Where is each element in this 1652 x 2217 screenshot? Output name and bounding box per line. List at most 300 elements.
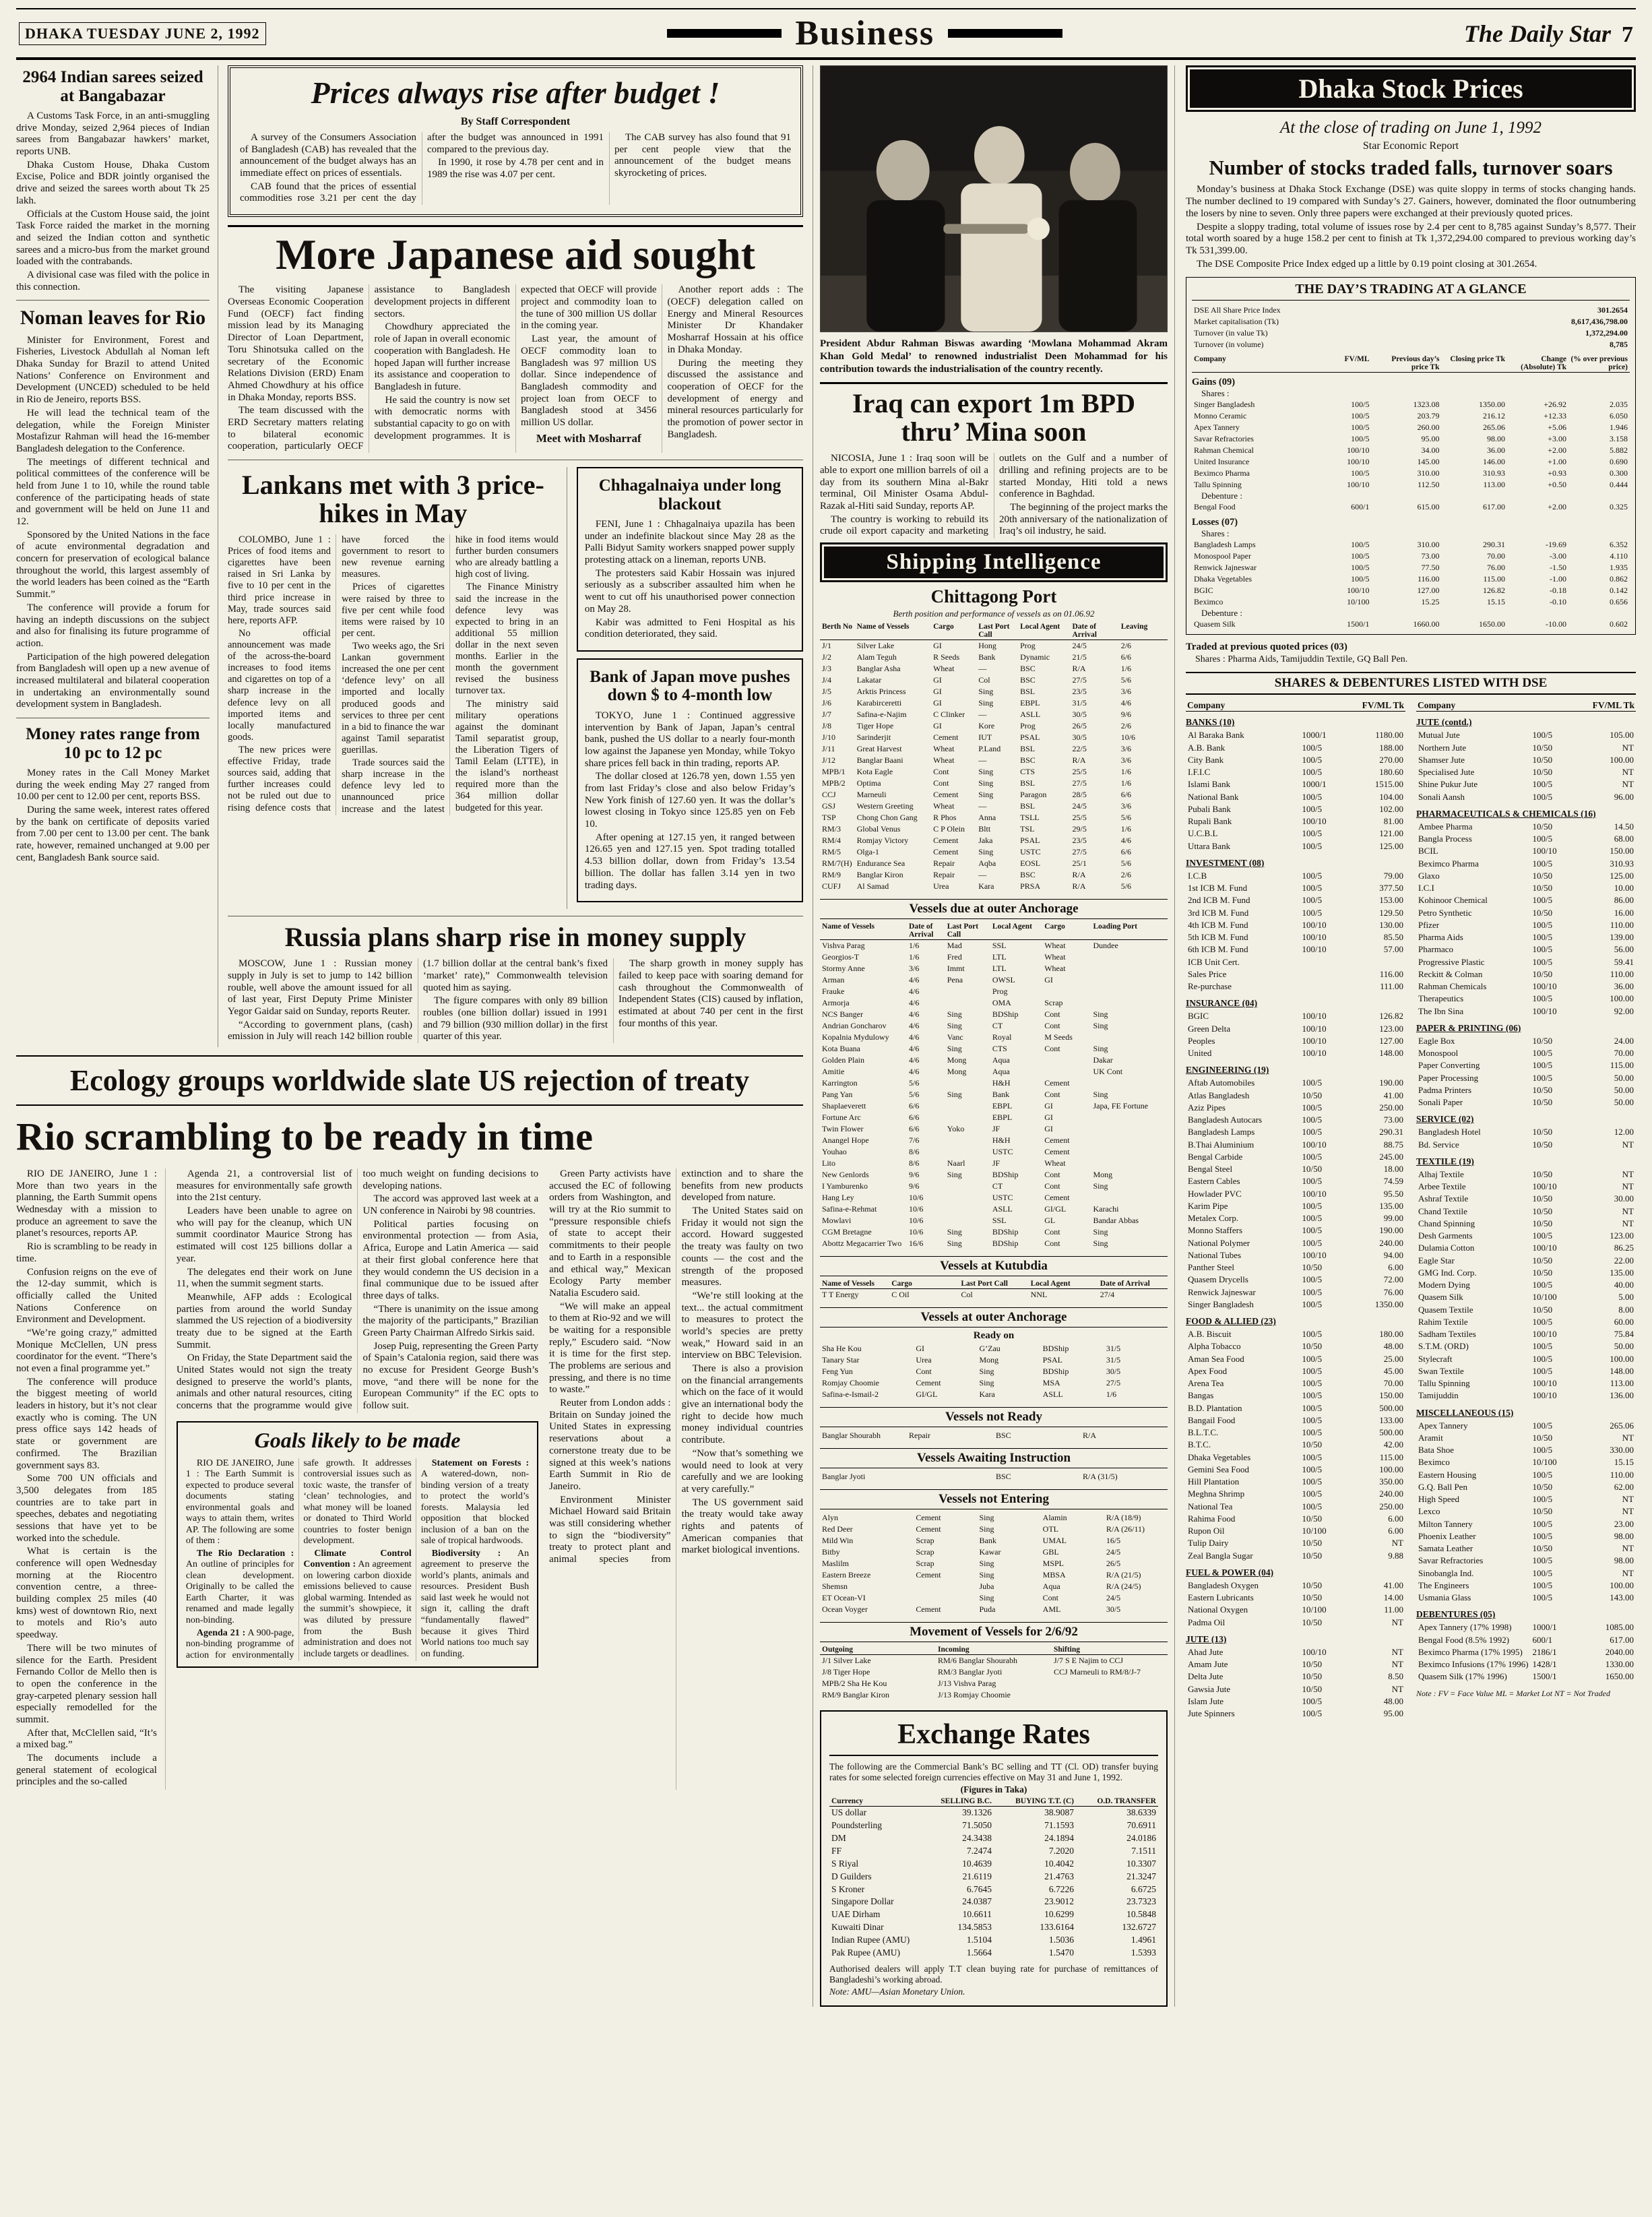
cell	[1091, 1032, 1168, 1043]
cell	[945, 1181, 990, 1192]
cell: Beximco Pharma	[1194, 468, 1250, 478]
cell: 34.00	[1421, 445, 1440, 456]
cell: 1/6	[909, 952, 920, 962]
table-row	[1192, 539, 1630, 551]
table-row	[1416, 1389, 1636, 1402]
cell: I.C.B	[1188, 870, 1207, 881]
cell: 100/5	[1302, 1390, 1323, 1401]
article-noman	[16, 307, 210, 711]
cell: 100/10	[1347, 445, 1370, 456]
table-row	[1186, 1126, 1405, 1138]
cell: Vishva Parag	[822, 941, 865, 951]
cell: 10/50	[1532, 1139, 1553, 1150]
cell: 100/10	[1302, 932, 1327, 943]
share-table	[1186, 870, 1405, 993]
paragraph: Green Party activists have accused the EC of following orders from Washington, and will try at the Rio summit to “pressure responsible chiefs of state to accept their commitments to their people and to Earth in a responsible and ethical way,” Mexican Ecology Party member Natalia Escudero said.	[549, 1168, 671, 1299]
cell: 100.00	[1610, 1353, 1634, 1364]
table-row	[1186, 1377, 1405, 1389]
cell: 135.00	[1610, 1267, 1634, 1278]
cell: 0.444	[1610, 480, 1628, 490]
cell: 100/5	[1532, 1316, 1553, 1327]
cell: USTC	[992, 1147, 1013, 1157]
cell: NT	[1391, 1646, 1403, 1657]
cell: 10/50	[1532, 1481, 1553, 1492]
table-row	[820, 663, 1168, 675]
cell: Shine Pukur Jute	[1418, 779, 1478, 790]
share-table	[1416, 1035, 1636, 1109]
table-row	[820, 997, 1168, 1009]
column-header: Local Agent	[990, 922, 1042, 940]
table-row	[1192, 456, 1630, 468]
cell: 100/5	[1302, 1414, 1323, 1425]
paragraph: On Friday, the State Department said the United States would not sign the treaty designed to preserve the world’s plants, animals and other natural resources, citing concerns that the programme would give too much weight on funding decisions to developing nations.	[176, 1168, 539, 1412]
cell: 126.82	[1483, 586, 1505, 596]
table-row	[829, 1832, 1158, 1845]
cell: 6.7226	[1048, 1883, 1074, 1894]
cell: 10/50	[1532, 1168, 1553, 1179]
cell: 25/5	[1072, 767, 1087, 777]
table-row	[820, 1009, 1168, 1020]
cell: 100/5	[1302, 828, 1323, 839]
headline: Lankans met with 3 price-hikes in May	[241, 470, 544, 529]
cell: 148.00	[1610, 1365, 1634, 1376]
headline: Money rates range from 10 pc to 12 pc	[26, 725, 200, 762]
cell: 10/50	[1532, 742, 1553, 753]
table-row	[829, 1934, 1158, 1947]
paragraph: Dhaka Custom House, Dhaka Custom Excise, Police and BDR jointly organised the drive and seized the sarees worth about Tk 25 lakh.	[16, 159, 210, 206]
paragraph: Leaders have been unable to agree on who will pay for the cleanup, which UN summit coordinator Maurice Strong has estimated will cost 125 billions dollar a year.	[176, 1206, 352, 1264]
cell: 10/50	[1302, 1164, 1323, 1175]
cell: 5.882	[1610, 445, 1628, 456]
article-lankans	[228, 467, 567, 909]
paragraph: No official announcement was made of the across-the-board increases to food items and cigarettes on top of a sharp increase in the defence levy on all imported items and locally manufactured goods.	[228, 627, 331, 743]
cell: 9/6	[1120, 710, 1132, 720]
cell: GI	[1044, 975, 1053, 985]
cell: Sing	[947, 1021, 962, 1031]
cell: 100/5	[1532, 1341, 1553, 1352]
cell: 2/6	[1120, 641, 1132, 651]
column-header: Company	[1192, 354, 1314, 373]
cell: 100/5	[1532, 791, 1553, 802]
cell: 9/6	[909, 1170, 920, 1180]
cell: EBPL	[1020, 698, 1040, 708]
cell: 74.59	[1383, 1176, 1403, 1187]
cell: Puda	[979, 1604, 996, 1615]
cell: Wheat	[1044, 1158, 1066, 1168]
cell: NT	[1622, 1218, 1634, 1228]
cell: Cement	[933, 732, 959, 743]
cell: Repair	[933, 858, 955, 869]
cell: 115.00	[1379, 1451, 1403, 1462]
cell: R Seeds	[933, 652, 960, 662]
cell: 6.00	[1388, 1513, 1403, 1524]
cell: Mong	[979, 1355, 999, 1365]
cell: 56.00	[1614, 944, 1634, 955]
cell: 100/5	[1351, 434, 1370, 444]
paragraph: The visiting Japanese Overseas Economic Cooperation Fund (OECF) fact finding mission lead by its Managing Director of Loan Department, Toru Shinotsuka called on the secretary of the Economic Relations Division (ERD) Enam Ahmed Chowdhury at his office in Dhaka Monday, reports BSS.	[228, 284, 364, 403]
paragraph: The conference will provide a forum for having an indepth discussions on the subject and also for finalising its future programme of action.	[16, 602, 210, 649]
cell: 10/50	[1302, 1538, 1323, 1549]
table-row	[1192, 573, 1630, 585]
table-row	[820, 709, 1168, 720]
cell: 100/5	[1532, 993, 1553, 1004]
column-b	[228, 65, 803, 1047]
cell: Indian Rupee (AMU)	[831, 1935, 910, 1945]
cell	[1300, 956, 1351, 968]
cell: 9.88	[1388, 1550, 1403, 1561]
category-header: MISCELLANEOUS (15)	[1416, 1407, 1514, 1418]
table-row	[1416, 919, 1636, 931]
cell: United Insurance	[1194, 457, 1250, 467]
cell: Japa, FE Fortune	[1093, 1101, 1149, 1111]
cell: 115.00	[1483, 574, 1505, 584]
paragraph: The documents include a general statement of ecological principles and the so-called	[16, 1753, 157, 1788]
table-row	[1186, 1402, 1405, 1414]
cell: 8.00	[1618, 1304, 1634, 1315]
goal-item	[186, 1549, 294, 1627]
cell: 10/50	[1532, 767, 1553, 778]
cell: 3rd ICB M. Fund	[1188, 907, 1249, 918]
cell: Chand Textile	[1418, 1206, 1467, 1216]
cell: 24/5	[1106, 1547, 1121, 1557]
paragraph: FENI, June 1 : Chhagalnaiya upazila has been under an indefinite blackout since May 28 as the Palli Bidyut Samity workers snapped power supply protesting attack on a lineman, reports UNB.	[584, 519, 795, 566]
cell: 8.50	[1388, 1671, 1403, 1682]
cell: 24/5	[1106, 1593, 1121, 1603]
column-header: Date of Arrival	[1070, 622, 1118, 640]
cell: 100/5	[1302, 883, 1323, 894]
cell: Anna	[978, 813, 996, 823]
cell: Padma Printers	[1418, 1084, 1472, 1095]
shares-label: Shares :	[1201, 528, 1230, 539]
table-body	[1186, 1646, 1405, 1720]
table-row	[1186, 1188, 1405, 1200]
cell: 100/5	[1302, 1225, 1323, 1236]
table-row	[820, 1135, 1168, 1146]
cell: Cont	[933, 767, 949, 777]
cell: Sing	[947, 1170, 962, 1180]
cell: Milton Tannery	[1418, 1518, 1473, 1529]
cell: Cement	[1044, 1193, 1070, 1203]
cell: +0.50	[1548, 480, 1566, 490]
cell: DSE All Share Price Index	[1194, 305, 1281, 315]
not-entering-table	[820, 1512, 1168, 1615]
cell: 98.00	[1487, 434, 1505, 444]
cell: MBSA	[1042, 1570, 1066, 1580]
cell: 100/10	[1302, 816, 1327, 827]
cell: 1650.00	[1605, 1671, 1634, 1682]
movement-table	[820, 1645, 1168, 1701]
kicker: Star Economic Report	[1362, 140, 1459, 152]
table-row	[820, 858, 1168, 869]
cell: J/7 S E Najim to CCJ	[1054, 1656, 1124, 1666]
cell: Sing	[1093, 1227, 1108, 1237]
cell: Cont	[1044, 1227, 1060, 1237]
cell: BSC	[1020, 664, 1036, 674]
cell: Apex Food	[1188, 1365, 1228, 1376]
cell: 77.50	[1421, 563, 1440, 573]
cell: 10/6	[909, 1227, 924, 1237]
cell: 10/50	[1302, 1671, 1323, 1682]
cell: 500.00	[1379, 1427, 1403, 1438]
cell: 5.00	[1618, 1292, 1634, 1303]
cell: 30/5	[1072, 732, 1087, 743]
table-body	[1416, 1168, 1636, 1402]
cell: 16.00	[1614, 907, 1634, 918]
mid-row	[228, 467, 803, 909]
cell: 134.5853	[957, 1922, 992, 1933]
table-row	[1186, 1670, 1405, 1683]
cell: 48.00	[1383, 1341, 1403, 1352]
cell: Singer Bangladesh	[1194, 400, 1255, 410]
cell: 129.50	[1379, 907, 1403, 918]
cell	[945, 986, 990, 997]
table-row	[1186, 815, 1405, 828]
cell: NT	[1622, 1168, 1634, 1179]
cell: 100.00	[1610, 1580, 1634, 1590]
cell: Peoples	[1188, 1035, 1215, 1046]
share-table	[1186, 1328, 1405, 1562]
cell: 4/6	[909, 998, 920, 1008]
cell: 265.06	[1483, 423, 1505, 433]
table-row	[1416, 1518, 1636, 1530]
table-body	[1186, 1580, 1405, 1629]
table-row	[1186, 1212, 1405, 1224]
column-header: Date of Arrival	[907, 922, 945, 940]
table-row	[1416, 1365, 1636, 1377]
column-header: BUYING T.T. (C)	[994, 1797, 1076, 1807]
cell: Prog	[992, 987, 1008, 997]
table-row	[1416, 766, 1636, 778]
table-row	[1186, 907, 1405, 919]
table-row	[1186, 1414, 1405, 1427]
cell: 10/50	[1302, 1580, 1323, 1590]
cell: BGIC	[1188, 1011, 1209, 1022]
category-header: DEBENTURES (05)	[1416, 1609, 1496, 1620]
table-row	[820, 1471, 1168, 1482]
headline: Rio scrambling to be ready in time	[16, 1115, 593, 1159]
traded-prev-detail: Shares : Pharma Aids, Tamijuddin Textile, GQ Ball Pen.	[1195, 654, 1408, 665]
cell: 100/5	[1302, 1176, 1323, 1187]
cell: 16/6	[909, 1239, 924, 1249]
cell: 617.00	[1483, 502, 1505, 512]
cell: Sonali Aansh	[1418, 791, 1465, 802]
cell: Wheat	[1044, 952, 1066, 962]
cell: 100/5	[1532, 944, 1553, 955]
cell: 110.00	[1610, 919, 1634, 930]
table-header	[829, 1797, 1158, 1807]
cell: Turnover (in value Tk)	[1194, 328, 1268, 338]
table-row	[820, 1192, 1168, 1204]
cell: 100/5	[1302, 1329, 1323, 1340]
cell	[914, 1581, 977, 1592]
table-row	[1186, 1077, 1405, 1089]
paragraph: Participation of the high powered delegation from Bangladesh will open up a new avenue of increased multilateral and bilateral cooperation in undertaking an environmentally sound development system in Bangladesh.	[16, 651, 210, 710]
berth-table	[820, 622, 1168, 892]
share-table	[1416, 729, 1636, 803]
cell: Paper Converting	[1418, 1060, 1480, 1071]
paragraph: The DSE Composite Price Index edged up a little by 0.19 point closing at 301.2654.	[1197, 258, 1537, 270]
cell: 10/50	[1532, 1543, 1553, 1554]
cell: Bata Shoe	[1418, 1445, 1455, 1456]
cell: United	[1188, 1048, 1212, 1059]
cell: J/8 Tiger Hope	[822, 1667, 870, 1677]
paragraph: “We’re still looking at the text... the actual commitment to measures to protect the world’s species are pretty weak,” Howard said in an interview on BBC Television.	[681, 1290, 803, 1361]
cell	[945, 1112, 990, 1123]
cell	[1052, 1678, 1168, 1689]
table-row	[1186, 1513, 1405, 1525]
share-table	[1416, 1126, 1636, 1151]
article-body	[16, 335, 210, 711]
cell: J/13 Vishva Parag	[938, 1679, 996, 1689]
awaiting-title: Vessels Awaiting Instruction	[820, 1448, 1168, 1468]
cell: Silver Lake	[856, 641, 895, 651]
cell: Tallu Spinning	[1194, 480, 1242, 490]
cell: NT	[1622, 767, 1634, 778]
cell: FF	[831, 1845, 842, 1856]
cell: 310.93	[1483, 468, 1505, 478]
share-table	[1186, 1580, 1405, 1629]
cell: 10/50	[1532, 1127, 1553, 1137]
cell: Stormy Anne	[822, 964, 865, 974]
cell: 94.00	[1383, 1249, 1403, 1260]
cell: Apex Tannery	[1418, 1420, 1468, 1431]
cell: ASLL	[1042, 1389, 1063, 1400]
cell: 100/5	[1302, 1402, 1323, 1413]
cell: Cement	[916, 1570, 941, 1580]
table-row	[829, 1819, 1158, 1832]
paragraph: Reuter from London adds : Britain on Sunday joined the United States in expressing reservations about a cornerstone treaty due to be signed at this week’s nations Earth Summit in Rio de Janeiro.	[549, 1398, 671, 1492]
cell: Pubali Bank	[1188, 803, 1231, 814]
cell: 10/100	[1347, 597, 1370, 607]
cell: 1st ICB M. Fund	[1188, 883, 1248, 894]
cell: 100/5	[1532, 1567, 1553, 1578]
cell: Banglar Baani	[856, 755, 903, 766]
cell: 36.00	[1487, 445, 1505, 456]
column-header: Leaving	[1119, 622, 1168, 640]
table-row	[1416, 968, 1636, 980]
cell: 6.6725	[1131, 1883, 1156, 1894]
not-entering-title: Vessels not Entering	[820, 1489, 1168, 1509]
table-row	[1186, 1646, 1405, 1658]
table-row	[1416, 778, 1636, 790]
cell: NT	[1622, 779, 1634, 790]
cell: MPB/2	[822, 778, 846, 788]
cell: 2/6	[1120, 870, 1132, 880]
cell: Bengal Food	[1194, 502, 1236, 512]
cell: Bltt	[978, 824, 991, 834]
table-row	[820, 1678, 1168, 1689]
table-row	[1416, 1481, 1636, 1493]
cell: 75.84	[1614, 1329, 1634, 1340]
losses-label: Losses (07)	[1192, 517, 1238, 528]
share-table	[1416, 1420, 1636, 1604]
cell: Maslilm	[822, 1559, 850, 1569]
cell: 7/6	[909, 1135, 920, 1146]
table-row	[820, 697, 1168, 709]
table-row	[820, 732, 1168, 743]
paragraph: There is also a provision on the financial arrangements which on the face of it would give an international body the right to decide how much money individual countries contribute.	[681, 1363, 803, 1446]
table-row	[1186, 828, 1405, 840]
paragraph: The US government said the treaty would take away rights and patents of American companies that market biological inventions.	[681, 1497, 803, 1556]
paper-name-wrap	[1464, 20, 1633, 48]
cell: National Tubes	[1188, 1249, 1242, 1260]
paragraph: Minister for Environment, Forest and Fisheries, Livestock Abdullah al Noman left Dhaka Sunday for Brazil to attend United Nations’ Conference on Environment and Development (UNCED) scheduled to be held in Rio de Jeneiro, reports BSS.	[16, 334, 210, 406]
table-row	[820, 622, 1168, 640]
table-row	[1186, 956, 1405, 968]
cell: 85.50	[1383, 932, 1403, 943]
cell: Banglar Kiron	[856, 870, 903, 880]
paragraph: In 1990, it rose by 4.78 per cent and in 1989 the rise was 4.07 per cent.	[427, 157, 604, 181]
cell: 265.06	[1610, 1420, 1634, 1431]
table-body	[1416, 1420, 1636, 1604]
table-row	[1416, 1432, 1636, 1444]
cell: Northern Jute	[1418, 742, 1467, 753]
share-category	[1186, 1634, 1405, 1720]
cell: Quasem Silk	[1418, 1292, 1463, 1303]
cell: 100/5	[1532, 1353, 1553, 1364]
cell: 4/6	[909, 975, 920, 985]
cell: J/12	[822, 755, 836, 766]
table-row	[820, 1279, 1168, 1289]
cell: 10/50	[1302, 1513, 1323, 1524]
table-row	[820, 922, 1168, 940]
cell: National Bank	[1188, 791, 1239, 802]
cell: C Oil	[891, 1290, 910, 1300]
divider	[228, 225, 803, 227]
cell: R/A	[1072, 664, 1086, 674]
table-row	[1186, 1114, 1405, 1126]
cell: Sing	[979, 1559, 994, 1569]
debenture-label: Debenture :	[1201, 491, 1243, 501]
table-row	[1416, 858, 1636, 870]
cell: 102.00	[1379, 803, 1403, 814]
cell: Dundee	[1093, 941, 1118, 951]
table-row	[1416, 1444, 1636, 1456]
cell: Reckitt & Colman	[1418, 968, 1483, 979]
cell: Karim Pipe	[1188, 1200, 1228, 1211]
cell: Quasem Drycells	[1188, 1274, 1248, 1285]
cell: Urea	[933, 881, 949, 892]
table-row	[1416, 870, 1636, 882]
cell: Cont	[933, 778, 949, 788]
cell: Aqua	[992, 1055, 1010, 1065]
table-row	[820, 789, 1168, 801]
cell	[1052, 1689, 1168, 1701]
share-category	[1416, 1609, 1636, 1683]
table-row	[820, 686, 1168, 697]
cell: 100/10	[1302, 1188, 1327, 1199]
cell	[1091, 1158, 1168, 1169]
cell: Sing	[978, 687, 994, 697]
cell: Tallu Spinning	[1418, 1378, 1470, 1389]
cell: 1350.00	[1374, 1299, 1403, 1309]
glance-title: THE DAY’S TRADING AT A GLANCE	[1192, 282, 1630, 301]
column-a	[16, 65, 218, 1047]
column-header: Name of Vessels	[855, 622, 932, 640]
cell: Poundsterling	[831, 1820, 883, 1831]
cell: 617.00	[1610, 1634, 1634, 1645]
table-row	[1416, 1304, 1636, 1316]
category-header: JUTE (13)	[1186, 1633, 1227, 1644]
cell: Banglar Jyoti	[822, 1472, 866, 1482]
table-row	[1186, 1163, 1405, 1175]
cell: 100/5	[1532, 1518, 1553, 1529]
cell: -19.69	[1546, 540, 1566, 550]
cell: JF	[992, 1158, 1000, 1168]
cell: Quasem Textile	[1418, 1304, 1473, 1315]
table-row	[1186, 1175, 1405, 1187]
goal-term: The Rio Declaration :	[196, 1548, 294, 1559]
